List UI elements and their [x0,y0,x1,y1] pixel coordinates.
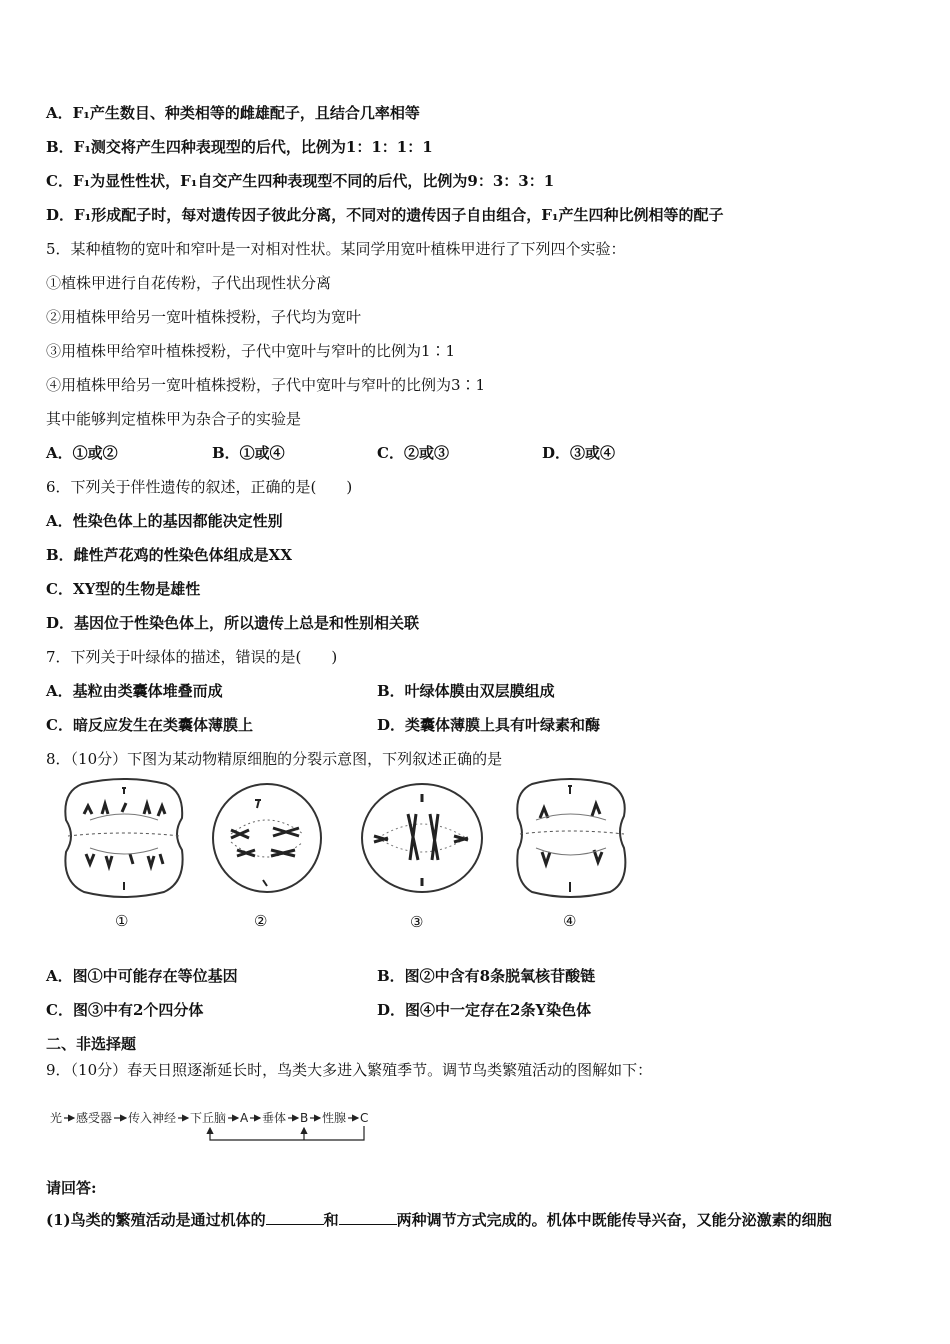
q8-option-b: B．图②中含有8条脱氧核苷酸链 [377,967,596,985]
q5-option-b: B．①或④ [212,444,285,462]
answer-blank-1[interactable] [266,1210,324,1225]
flow-node-receptor: 感受器 [76,1111,113,1125]
q9-sub1-part2: 和 [323,1211,339,1229]
q5-option-c: C．②或③ [377,444,449,462]
q6-option-d: D．基因位于性染色体上，所以遗传上总是和性别相关联 [46,614,420,632]
cell-figure-4 [512,778,630,900]
flow-node-hypothalamus: 下丘脑 [190,1111,227,1125]
q7-option-a: A．基粒由类囊体堆叠而成 [46,682,223,700]
flow-node-b: B [300,1111,309,1125]
q9-sub1-part1: (1)鸟类的繁殖活动是通过机体的 [46,1211,266,1229]
q5-item-4: ④用植株甲给另一宽叶植株授粉，子代中宽叶与窄叶的比例为3∶1 [46,376,486,394]
q9-prompt: 请回答: [46,1179,97,1197]
regulation-flow-diagram [46,1100,386,1146]
cell-figure-1 [60,778,188,898]
q4-option-d: D．F₁形成配子时，每对遗传因子彼此分离，不同对的遗传因子自由组合，F₁产生四种比例相等的配子 [46,206,724,224]
q6-stem: 6．下列关于伴性遗传的叙述，正确的是( ) [46,478,353,496]
answer-blank-2[interactable] [339,1210,397,1225]
flow-node-c: C [360,1111,369,1125]
flow-node-afferent: 传入神经 [128,1111,177,1125]
q5-item-2: ②用植株甲给另一宽叶植株授粉，子代均为宽叶 [46,308,362,326]
q5-item-3: ③用植株甲给窄叶植株授粉，子代中宽叶与窄叶的比例为1∶1 [46,342,456,360]
flow-node-gonad: 性腺 [322,1111,347,1125]
q9-sub1 [46,1210,832,1230]
q9-stem: 9．（10分）春天日照逐渐延长时，鸟类大多进入繁殖季节。调节鸟类繁殖活动的图解如下： [46,1061,653,1079]
q5-item-1: ①植株甲进行自花传粉，子代出现性状分离 [46,274,332,292]
q7-option-c: C．暗反应发生在类囊体薄膜上 [46,716,253,734]
q8-option-c: C．图③中有2个四分体 [46,1001,204,1019]
q6-option-b: B．雌性芦花鸡的性染色体组成是XX [46,546,292,564]
figure-label-4: ④ [563,912,577,930]
q4-option-c: C．F₁为显性性状，F₁自交产生四种表现型不同的后代，比例为9：3：3：1 [46,172,555,190]
q5-option-a: A．①或② [46,444,118,462]
q4-option-a: A．F₁产生数目、种类相等的雌雄配子，且结合几率相等 [46,104,420,122]
figure-label-3: ③ [410,913,424,931]
cell-figure-3 [358,780,488,898]
q8-option-d: D．图④中一定存在2条Y染色体 [377,1001,592,1019]
q8-stem: 8．（10分）下图为某动物精原细胞的分裂示意图，下列叙述正确的是 [46,750,503,768]
figure-label-2: ② [254,912,268,930]
q7-option-d: D．类囊体薄膜上具有叶绿素和酶 [377,716,601,734]
cell-figure-2 [207,780,327,898]
q7-stem: 7．下列关于叶绿体的描述，错误的是( ) [46,648,338,666]
q7-option-b: B．叶绿体膜由双层膜组成 [377,682,555,700]
figure-label-1: ① [115,912,129,930]
q5-stem: 5．某种植物的宽叶和窄叶是一对相对性状。某同学用宽叶植株甲进行了下列四个实验： [46,240,626,258]
section-title: 二、非选择题 [46,1035,137,1053]
q5-option-d: D．③或④ [542,444,616,462]
q5-question: 其中能够判定植株甲为杂合子的实验是 [46,410,302,428]
q9-sub1-part3: 两种调节方式完成的。机体中既能传导兴奋，又能分泌激素的细胞 [396,1211,832,1229]
flow-node-light: 光 [50,1111,63,1125]
q6-option-c: C．XY型的生物是雄性 [46,580,201,598]
flow-node-a: A [240,1111,249,1125]
q8-option-a: A．图①中可能存在等位基因 [46,967,238,985]
flow-node-pituitary: 垂体 [262,1111,287,1125]
q4-option-b: B．F₁测交将产生四种表现型的后代，比例为1：1：1：1 [46,138,433,156]
q6-option-a: A．性染色体上的基因都能决定性别 [46,512,283,530]
